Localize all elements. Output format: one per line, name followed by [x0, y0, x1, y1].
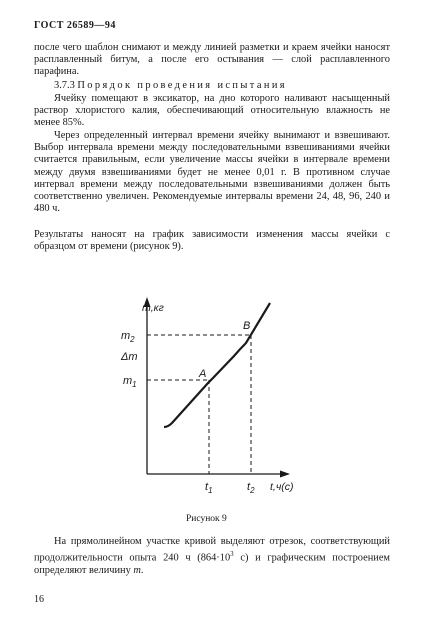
- figure-9-graph: [120, 291, 320, 506]
- x-axis-arrow: [280, 471, 290, 478]
- t2-label: $t_2$: [247, 481, 255, 495]
- paragraph-3: Через определенный интервал времени ячейку вынимают и взвешивают. Выбор интервала времени между последовательными взвешиваниями ячейки считается правильным, если увеличение массы ячейки в интервале времени между двумя взвешиваниями будет не менее 0,01 г. В противном случае интервал времени между последовательными взвешиваниями должен быть соответственно увеличен. Рекомендуемые интервалы времени 24, 48, 96, 240 и 480 ч.: [34, 130, 390, 215]
- t1-label: $t_1$: [205, 481, 213, 495]
- delta-m-label: Δm: [121, 351, 138, 363]
- section-heading: [54, 80, 287, 91]
- y-axis-label: m,кг: [142, 302, 164, 314]
- document-header: ГОСТ 26589—94: [34, 20, 116, 31]
- point-b-label: B: [243, 320, 251, 332]
- mass-curve: [164, 303, 270, 427]
- x-axis-label: t,ч(с): [270, 481, 294, 493]
- point-a-label: A: [199, 368, 207, 380]
- page-number: 16: [34, 594, 44, 605]
- paragraph-2: Ячейку помещают в эксикатор, на дно которого наливают насыщенный раствор хлористого калия, обеспечивающий относительную влажность не менее 85%.: [34, 93, 390, 129]
- m2-label: $m_2$: [121, 330, 135, 344]
- figure-caption: Рисунок 9: [186, 514, 227, 524]
- section-title: Порядок проведения испытания: [77, 80, 287, 91]
- m1-label: $m_1$: [123, 375, 137, 389]
- section-number: 3.7.3: [54, 80, 75, 91]
- paragraph-1: после чего шаблон снимают и между линией разметки и краем ячейки наносят расплавленный битум, а после его остывания — слой расплавленного парафина.: [34, 42, 390, 78]
- paragraph-5: На прямолинейном участке кривой выделяют отрезок, соответствующий продолжительности опыта 240 ч ($864\cdot 10^3$ с) и графическим построением определяют величину m.: [34, 536, 391, 576]
- paragraph-4: Результаты наносят на график зависимости изменения массы ячейки с образцом от времени (рисунок 9).: [34, 229, 390, 253]
